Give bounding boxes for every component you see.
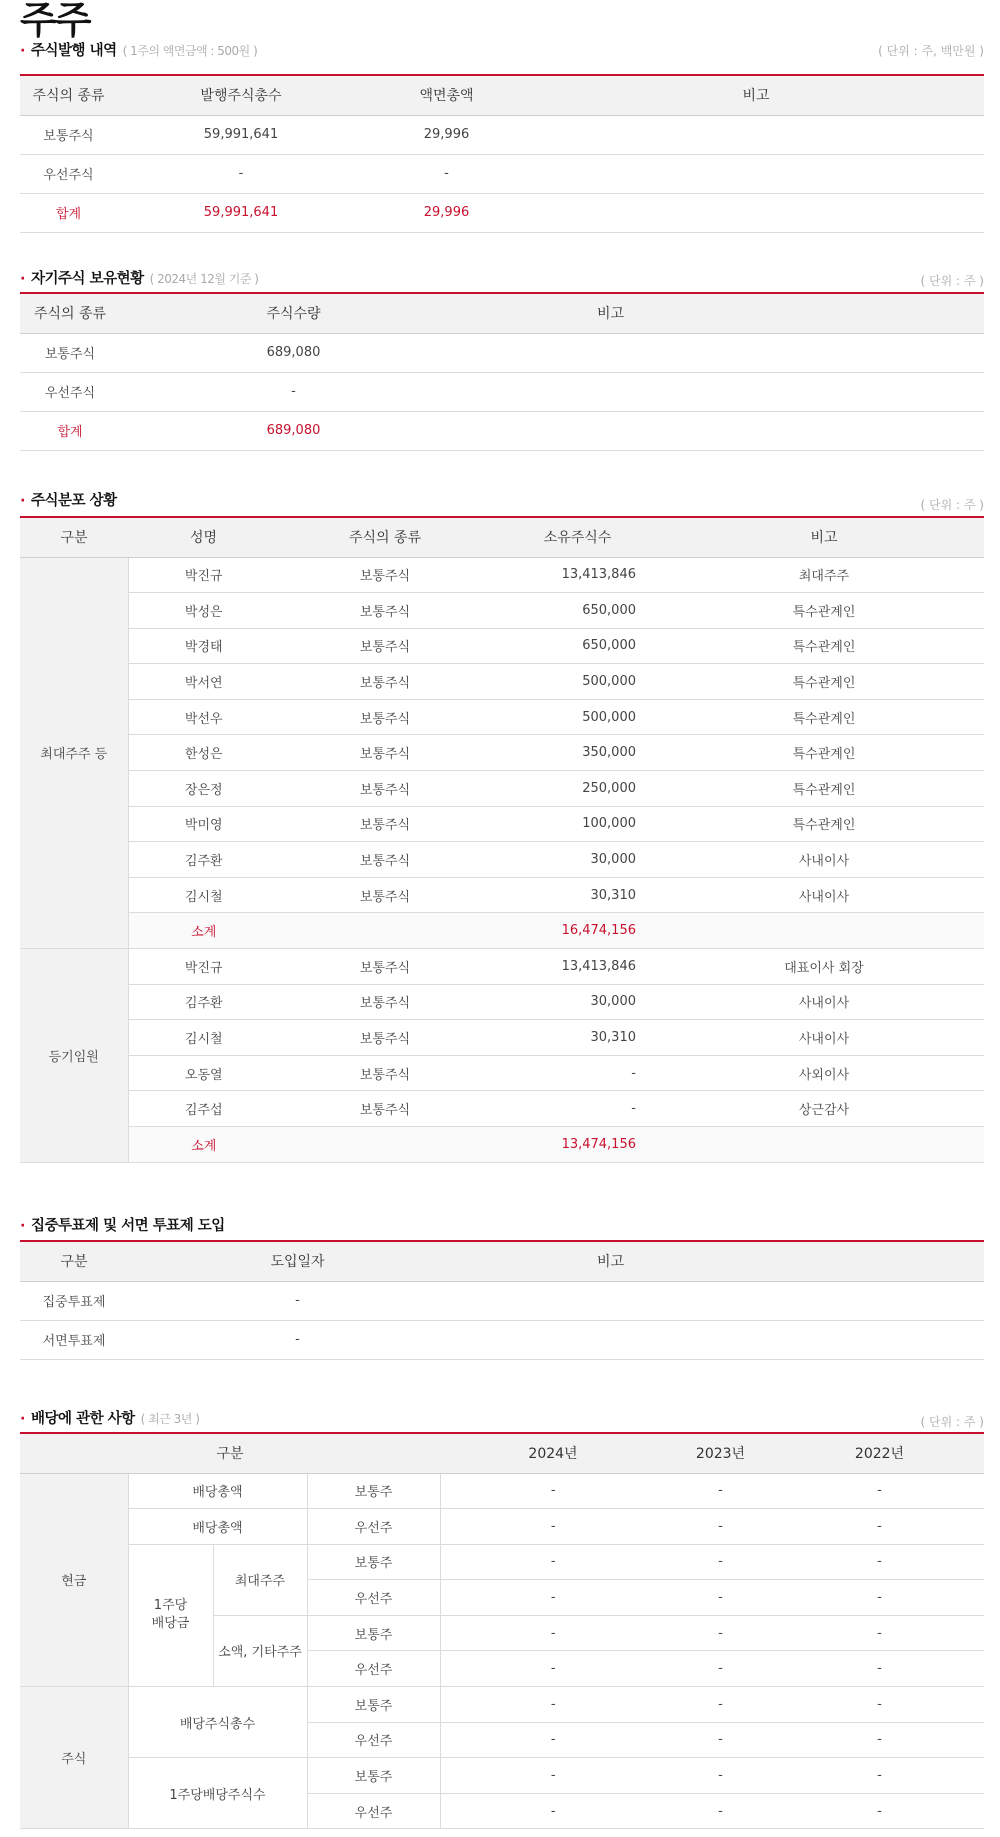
- table-row: [20, 593, 984, 629]
- dividend-value: -: [775, 1793, 984, 1829]
- voting-remark: [467, 1281, 984, 1320]
- shareholder-name: 한성은: [128, 735, 279, 771]
- table-row: [20, 628, 984, 664]
- dividend-stock-per-share-label: 1주당배당주식수: [128, 1758, 307, 1829]
- subtotal-label: 소계: [128, 1127, 279, 1163]
- issued-total-shares: 59,991,641: [117, 193, 365, 232]
- shareholder-remark: 특수관계인: [664, 593, 984, 629]
- dividend-total-label: 배당총액: [128, 1473, 307, 1509]
- issued-type: 보통주식: [20, 115, 117, 154]
- dividend-value: -: [440, 1509, 666, 1545]
- dividend-category-header: 구분: [20, 1433, 440, 1473]
- shareholder-shares: 30,310: [491, 877, 664, 913]
- distribution-title: 주식분포 상황: [31, 493, 117, 509]
- table-row: [20, 842, 984, 878]
- dividend-value: -: [666, 1758, 775, 1794]
- dividend-share-class: 우선주: [307, 1722, 440, 1758]
- dividend-value: -: [440, 1580, 666, 1616]
- dividend-value: -: [666, 1473, 775, 1509]
- dividend-total-label: 배당총액: [128, 1509, 307, 1545]
- dividend-share-class: 보통주: [307, 1615, 440, 1651]
- issued-shares: -: [117, 154, 365, 193]
- shareholder-name: 김시철: [128, 1020, 279, 1056]
- voting-section-title: · 집중투표제 및 서면 투표제 도입: [20, 1218, 225, 1234]
- table-row: [20, 333, 984, 372]
- shareholder-remark: 상근감사: [664, 1091, 984, 1127]
- dividend-share-class: 보통주: [307, 1544, 440, 1580]
- dividend-share-class: 우선주: [307, 1509, 440, 1545]
- treasury-total-qty: 689,080: [120, 411, 467, 450]
- shareholder-remark: 특수관계인: [664, 664, 984, 700]
- shareholder-shares: 500,000: [491, 699, 664, 735]
- table-row: [20, 1055, 984, 1091]
- voting-title: 집중투표제 및 서면 투표제 도입: [31, 1218, 225, 1234]
- dividend-year-header: 2023년: [666, 1433, 775, 1473]
- dividend-per-share-label: 1주당 배당금: [128, 1544, 213, 1686]
- dividend-share-class: 우선주: [307, 1793, 440, 1829]
- shareholder-share-type: 보통주식: [279, 877, 491, 913]
- shareholder-shares: -: [491, 1055, 664, 1091]
- shareholder-name: 박경태: [128, 628, 279, 664]
- dividend-value: -: [440, 1544, 666, 1580]
- dividend-note: ( 최근 3년 ): [140, 1412, 200, 1426]
- shareholder-name: 박진규: [128, 557, 279, 593]
- distribution-group-label: 등기임원: [20, 949, 128, 1163]
- voting-header: 비고: [467, 1241, 984, 1281]
- issued-header: 발행주식총수: [117, 75, 365, 115]
- table-row: [20, 699, 984, 735]
- shareholder-remark: 사외이사: [664, 1055, 984, 1091]
- subtotal-empty: [664, 913, 984, 949]
- shareholder-shares: 30,000: [491, 984, 664, 1020]
- shareholder-share-type: 보통주식: [279, 1055, 491, 1091]
- shareholder-share-type: 보통주식: [279, 771, 491, 807]
- table-row: [20, 1091, 984, 1127]
- issued-total-label: 합계: [20, 193, 117, 232]
- subtotal-label: 소계: [128, 913, 279, 949]
- dividend-largest-label: 최대주주: [213, 1544, 307, 1615]
- dividend-stock-label: 주식: [20, 1687, 128, 1829]
- dividend-value: -: [440, 1651, 666, 1687]
- voting-header: 도입일자: [128, 1241, 467, 1281]
- shareholder-remark: 특수관계인: [664, 699, 984, 735]
- shareholder-remark: 최대주주: [664, 557, 984, 593]
- issued-title: 주식발행 내역: [31, 43, 117, 59]
- subtotal-shares: 13,474,156: [491, 1127, 664, 1163]
- treasury-table: [20, 292, 984, 451]
- shareholder-shares: 13,413,846: [491, 949, 664, 985]
- dividend-value: -: [775, 1509, 984, 1545]
- shareholder-name: 박선우: [128, 699, 279, 735]
- voting-date: -: [128, 1320, 467, 1359]
- shareholder-name: 김주환: [128, 984, 279, 1020]
- total-row: [20, 411, 984, 450]
- table-row: [20, 1020, 984, 1056]
- table-row: [20, 1320, 984, 1359]
- shareholder-shares: 100,000: [491, 806, 664, 842]
- voting-label: 서면투표제: [20, 1320, 128, 1359]
- dividend-table: [20, 1432, 984, 1829]
- dividend-value: -: [775, 1473, 984, 1509]
- dividend-cash-label: 현금: [20, 1473, 128, 1687]
- shareholder-share-type: 보통주식: [279, 1020, 491, 1056]
- treasury-header: 비고: [467, 293, 984, 333]
- dividend-share-class: 우선주: [307, 1580, 440, 1616]
- table-row: [20, 1509, 984, 1545]
- dividend-value: -: [440, 1687, 666, 1723]
- distribution-header: 소유주식수: [491, 517, 664, 557]
- distribution-header: 성명: [128, 517, 279, 557]
- shareholder-share-type: 보통주식: [279, 806, 491, 842]
- shareholder-name: 김주섭: [128, 1091, 279, 1127]
- table-row: [20, 372, 984, 411]
- shareholder-share-type: 보통주식: [279, 699, 491, 735]
- voting-header: 구분: [20, 1241, 128, 1281]
- issued-remark: [528, 115, 984, 154]
- shareholder-remark: 사내이사: [664, 1020, 984, 1056]
- page-title: 주주: [20, 0, 90, 42]
- shareholder-share-type: 보통주식: [279, 664, 491, 700]
- treasury-type: 우선주식: [20, 372, 120, 411]
- shareholder-share-type: 보통주식: [279, 949, 491, 985]
- issued-shares: 59,991,641: [117, 115, 365, 154]
- dividend-share-class: 보통주: [307, 1758, 440, 1794]
- shareholder-remark: 사내이사: [664, 984, 984, 1020]
- dividend-title: 배당에 관한 사항: [31, 1411, 135, 1427]
- shareholder-name: 장은정: [128, 771, 279, 807]
- subtotal-empty: [279, 913, 491, 949]
- shareholder-share-type: 보통주식: [279, 1091, 491, 1127]
- voting-table: [20, 1240, 984, 1360]
- dividend-value: -: [666, 1793, 775, 1829]
- subtotal-row: [20, 913, 984, 949]
- treasury-qty: -: [120, 372, 467, 411]
- table-row: [20, 1758, 984, 1794]
- voting-date: -: [128, 1281, 467, 1320]
- dividend-value: -: [440, 1615, 666, 1651]
- distribution-header: 주식의 종류: [279, 517, 491, 557]
- table-row: [20, 1281, 984, 1320]
- issued-note: ( 1주의 액면금액 : 500원 ): [122, 44, 258, 58]
- distribution-unit: ( 단위 : 주 ): [920, 498, 984, 512]
- dividend-share-class: 우선주: [307, 1651, 440, 1687]
- dividend-value: -: [666, 1544, 775, 1580]
- shareholder-remark: 특수관계인: [664, 806, 984, 842]
- shareholder-name: 박서연: [128, 664, 279, 700]
- dividend-value: -: [775, 1687, 984, 1723]
- table-row: [20, 806, 984, 842]
- treasury-remark: [467, 333, 984, 372]
- distribution-header: 비고: [664, 517, 984, 557]
- shareholder-name: 박미영: [128, 806, 279, 842]
- issued-par: 29,996: [365, 115, 528, 154]
- issued-remark: [528, 154, 984, 193]
- dividend-year-header: 2024년: [440, 1433, 666, 1473]
- shareholder-shares: 650,000: [491, 628, 664, 664]
- treasury-total-remark: [467, 411, 984, 450]
- dividend-value: -: [775, 1651, 984, 1687]
- dividend-value: -: [440, 1473, 666, 1509]
- table-row: [20, 664, 984, 700]
- dividend-year-header: 2022년: [775, 1433, 984, 1473]
- distribution-group-label: 최대주주 등: [20, 557, 128, 949]
- shareholder-shares: 650,000: [491, 593, 664, 629]
- dividend-value: -: [666, 1651, 775, 1687]
- shareholder-share-type: 보통주식: [279, 557, 491, 593]
- total-row: [20, 193, 984, 232]
- shareholder-remark: 사내이사: [664, 842, 984, 878]
- treasury-unit: ( 단위 : 주 ): [920, 274, 984, 288]
- shareholder-name: 박성은: [128, 593, 279, 629]
- dividend-minor-label: 소액, 기타주주: [213, 1615, 307, 1686]
- voting-label: 집중투표제: [20, 1281, 128, 1320]
- shareholder-name: 김주환: [128, 842, 279, 878]
- treasury-title: 자기주식 보유현황: [31, 271, 144, 287]
- issued-section-title: · 주식발행 내역 ( 1주의 액면금액 : 500원 ): [20, 43, 258, 59]
- distribution-table: [20, 516, 984, 1163]
- treasury-section-title: · 자기주식 보유현황 ( 2024년 12월 기준 ): [20, 271, 259, 287]
- shareholder-share-type: 보통주식: [279, 842, 491, 878]
- table-row: [20, 115, 984, 154]
- table-row: [20, 771, 984, 807]
- dividend-value: -: [440, 1758, 666, 1794]
- treasury-header: 주식수량: [120, 293, 467, 333]
- dividend-value: -: [775, 1758, 984, 1794]
- dividend-value: -: [666, 1580, 775, 1616]
- dividend-share-class: 보통주: [307, 1687, 440, 1723]
- distribution-section-title: · 주식분포 상황: [20, 493, 117, 509]
- shareholder-shares: -: [491, 1091, 664, 1127]
- table-row: [20, 1544, 984, 1580]
- treasury-remark: [467, 372, 984, 411]
- table-row: [20, 1687, 984, 1723]
- shareholder-remark: 대표이사 회장: [664, 949, 984, 985]
- treasury-note: ( 2024년 12월 기준 ): [149, 272, 259, 286]
- shareholder-shares: 250,000: [491, 771, 664, 807]
- table-row: [20, 154, 984, 193]
- subtotal-shares: 16,474,156: [491, 913, 664, 949]
- shareholder-share-type: 보통주식: [279, 984, 491, 1020]
- shareholder-share-type: 보통주식: [279, 735, 491, 771]
- dividend-value: -: [666, 1615, 775, 1651]
- dividend-value: -: [775, 1544, 984, 1580]
- shareholder-remark: 특수관계인: [664, 628, 984, 664]
- dividend-value: -: [666, 1687, 775, 1723]
- shareholder-name: 김시철: [128, 877, 279, 913]
- subtotal-empty: [279, 1127, 491, 1163]
- table-row: [20, 949, 984, 985]
- dividend-stock-total-label: 배당주식총수: [128, 1687, 307, 1758]
- subtotal-row: [20, 1127, 984, 1163]
- issued-total-remark: [528, 193, 984, 232]
- distribution-header: 구분: [20, 517, 128, 557]
- dividend-value: -: [775, 1580, 984, 1616]
- voting-remark: [467, 1320, 984, 1359]
- issued-table: [20, 74, 984, 233]
- table-row: [20, 877, 984, 913]
- shareholder-shares: 350,000: [491, 735, 664, 771]
- shareholder-name: 박진규: [128, 949, 279, 985]
- dividend-value: -: [440, 1793, 666, 1829]
- shareholder-remark: 특수관계인: [664, 771, 984, 807]
- issued-total-par: 29,996: [365, 193, 528, 232]
- dividend-value: -: [666, 1509, 775, 1545]
- shareholder-shares: 500,000: [491, 664, 664, 700]
- shareholder-shares: 13,413,846: [491, 557, 664, 593]
- issued-header: 액면총액: [365, 75, 528, 115]
- treasury-type: 보통주식: [20, 333, 120, 372]
- dividend-section-title: · 배당에 관한 사항 ( 최근 3년 ): [20, 1411, 200, 1427]
- dividend-value: -: [440, 1722, 666, 1758]
- issued-header: 주식의 종류: [20, 75, 117, 115]
- table-row: [20, 984, 984, 1020]
- treasury-total-label: 합계: [20, 411, 120, 450]
- dividend-value: -: [666, 1722, 775, 1758]
- shareholder-share-type: 보통주식: [279, 593, 491, 629]
- shareholder-shares: 30,310: [491, 1020, 664, 1056]
- issued-unit: ( 단위 : 주, 백만원 ): [878, 44, 984, 58]
- treasury-qty: 689,080: [120, 333, 467, 372]
- treasury-header: 주식의 종류: [20, 293, 120, 333]
- dividend-unit: ( 단위 : 주 ): [920, 1415, 984, 1429]
- shareholder-shares: 30,000: [491, 842, 664, 878]
- shareholder-remark: 사내이사: [664, 877, 984, 913]
- issued-par: -: [365, 154, 528, 193]
- issued-header: 비고: [528, 75, 984, 115]
- table-row: [20, 735, 984, 771]
- dividend-share-class: 보통주: [307, 1473, 440, 1509]
- shareholder-share-type: 보통주식: [279, 628, 491, 664]
- shareholder-name: 오동열: [128, 1055, 279, 1091]
- issued-type: 우선주식: [20, 154, 117, 193]
- shareholder-remark: 특수관계인: [664, 735, 984, 771]
- subtotal-empty: [664, 1127, 984, 1163]
- dividend-value: -: [775, 1615, 984, 1651]
- table-row: [20, 557, 984, 593]
- dividend-value: -: [775, 1722, 984, 1758]
- table-row: [20, 1473, 984, 1509]
